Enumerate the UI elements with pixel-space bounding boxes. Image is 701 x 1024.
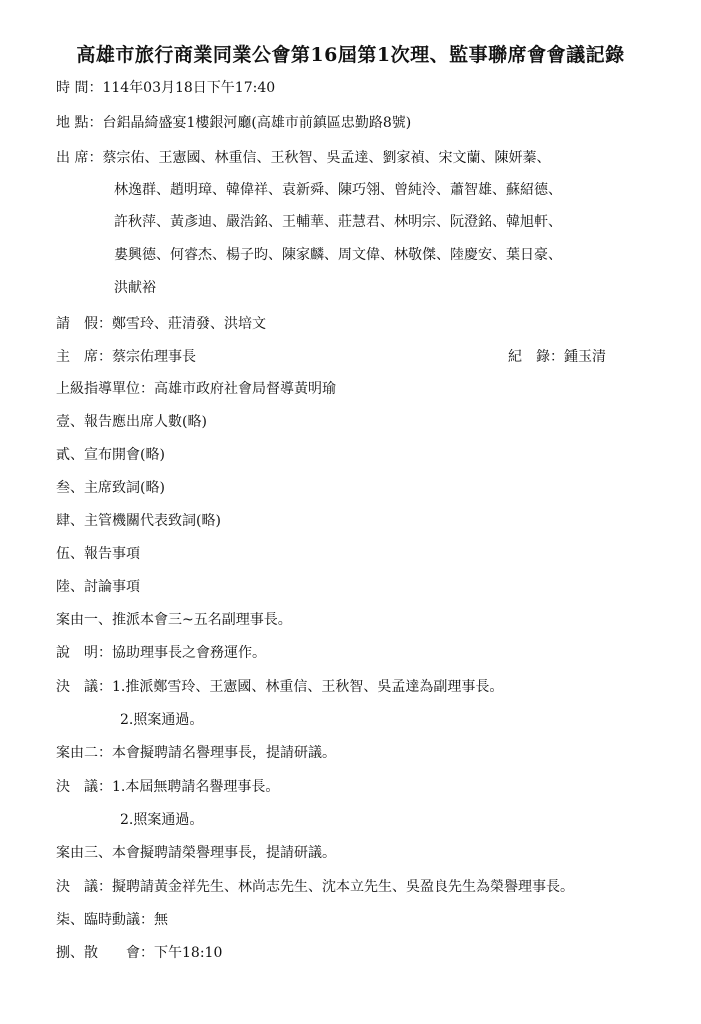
case2-resolution-1: 決 議：1.本屆無聘請名譽理事長。 [56,779,280,795]
agenda-item-1: 壹、報告應出席人數(略) [56,414,207,430]
recorder: 紀 錄：鍾玉清 [508,349,606,365]
leave-list: 請 假：鄭雪玲、莊清發、洪培文 [56,316,266,332]
case2-subject: 案由二：本會擬聘請名譽理事長，提請研議。 [56,745,336,761]
case1-explanation: 說 明：協助理事長之會務運作。 [56,645,266,661]
meeting-place: 地 點：台鋁晶綺盛宴1樓銀河廳(高雄市前鎮區忠勤路8號) [56,115,412,131]
agenda-item-2: 貳、宣布開會(略) [56,447,165,463]
chairperson: 主 席：蔡宗佑理事長 [56,349,196,365]
document-title: 高雄市旅行商業同業公會第16屆第1次理、監事聯席會會議記錄 [76,44,625,66]
agenda-item-6: 陸、討論事項 [56,579,140,595]
attendees-line-3: 許秋萍、黃彥迪、嚴浩銘、王輔華、莊慧君、林明宗、阮澄銘、韓旭軒、 [114,214,562,230]
agenda-item-4: 肆、主管機關代表致詞(略) [56,513,221,529]
extempore-motion: 柒、臨時動議：無 [56,912,168,928]
attendees-line-2: 林逸群、趙明璋、韓偉祥、袁新舜、陳巧翎、曾純泠、蕭智雄、蘇紹德、 [114,182,562,198]
adjournment: 捌、散 會：下午18:10 [56,945,223,961]
supervising-unit: 上級指導單位：高雄市政府社會局督導黃明瑜 [56,381,336,397]
case3-resolution: 決 議：擬聘請黃金祥先生、林尚志先生、沈本立先生、吳盈良先生為榮譽理事長。 [56,879,574,895]
case2-resolution-2: 2.照案通過。 [120,812,204,828]
attendees-line-4: 婁興德、何睿杰、楊子昀、陳家麟、周文偉、林敬傑、陸慶安、葉日豪、 [114,247,562,263]
case1-resolution-1: 決 議：1.推派鄭雪玲、王憲國、林重信、王秋智、吳孟達為副理事長。 [56,679,504,695]
agenda-item-5: 伍、報告事項 [56,546,140,562]
case3-subject: 案由三、本會擬聘請榮譽理事長，提請研議。 [56,845,336,861]
meeting-time: 時 間：114年03月18日下午17:40 [56,80,276,96]
attendees-line-5: 洪献裕 [114,280,156,296]
case1-subject: 案由一、推派本會三~五名副理事長。 [56,612,292,628]
case1-resolution-2: 2.照案通過。 [120,712,204,728]
agenda-item-3: 叁、主席致詞(略) [56,480,165,496]
attendees-line-1: 出 席：蔡宗佑、王憲國、林重信、王秋智、吳孟達、劉家禎、宋文蘭、陳妍蓁、 [56,150,551,166]
